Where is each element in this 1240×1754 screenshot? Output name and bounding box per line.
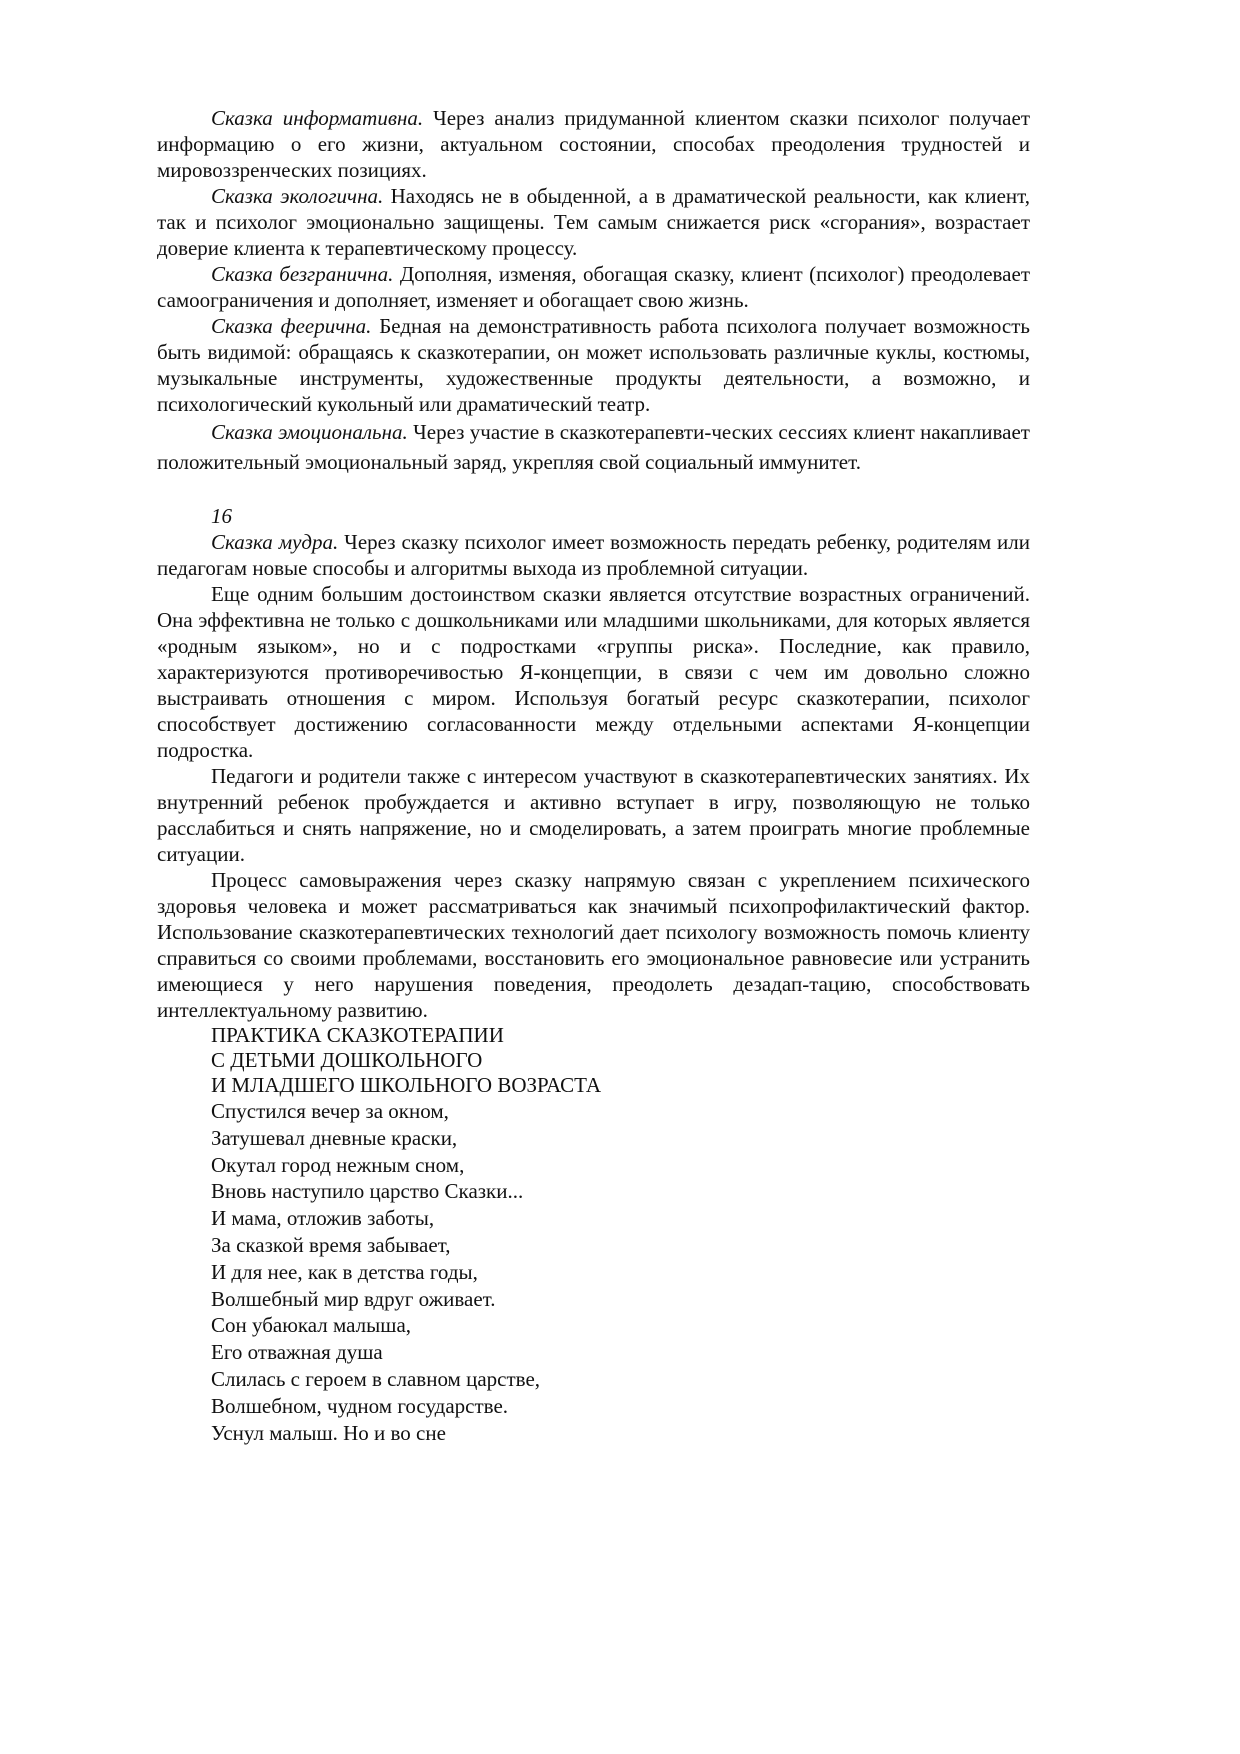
paragraph-informative bbox=[157, 105, 1030, 183]
paragraph-self-expression bbox=[157, 867, 1030, 1023]
poem-line: Волшебном, чудном государстве. bbox=[211, 1393, 509, 1418]
section-heading bbox=[211, 1023, 1030, 1098]
paragraph-lead: Сказка мудра. bbox=[211, 530, 339, 554]
paragraph-lead: Сказка феерична. bbox=[211, 314, 372, 338]
poem-line: Затушевал дневные краски, bbox=[211, 1125, 458, 1150]
poem-line: За сказкой время забывает, bbox=[211, 1232, 451, 1257]
poem-line: Слилась с героем в славном царстве, bbox=[211, 1366, 541, 1391]
paragraph-spectacular bbox=[157, 313, 1030, 417]
paragraph-lead: Сказка информативна. bbox=[211, 106, 424, 130]
poem-line: Спустился вечер за окном, bbox=[211, 1099, 449, 1123]
poem-line: Его отважная душа bbox=[211, 1340, 383, 1365]
poem-line: Волшебный мир вдруг оживает. bbox=[211, 1286, 496, 1311]
paragraph-lead: Сказка безгранична. bbox=[211, 262, 394, 286]
heading-line: ПРАКТИКА СКАЗКОТЕРАПИИ bbox=[211, 1023, 504, 1047]
document-page bbox=[157, 105, 1030, 1446]
paragraph-wise bbox=[157, 529, 1030, 581]
paragraph-text: Дополняя, изменяя, обогащая сказку, клиент (психолог) преодолевает самоограничения и дополняет, изменяет и обогащает свою жизнь. bbox=[157, 262, 1030, 312]
poem-line: И мама, отложив заботы, bbox=[211, 1206, 435, 1231]
paragraph-text: Находясь не в обыденной, а в драматической реальности, как клиент, так и психолог эмоционально защищены. Тем самым снижается риск «сгорания», возрастает доверие клиента к терапевтическому процессу. bbox=[157, 184, 1030, 260]
paragraph-emotional bbox=[157, 417, 1030, 477]
paragraph-teachers-parents bbox=[157, 763, 1030, 867]
page-number: 16 bbox=[211, 504, 232, 528]
heading-line: И МЛАДШЕГО ШКОЛЬНОГО ВОЗРАСТА bbox=[211, 1073, 602, 1097]
paragraph-lead: Сказка эмоциональна. bbox=[211, 420, 408, 444]
paragraph-text: Через сказку психолог имеет возможность передать ребенку, родителям или педагогам новые способы и алгоритмы выхода из проблемной ситуации. bbox=[157, 530, 1030, 580]
paragraph-age-limits bbox=[157, 581, 1030, 763]
paragraph-text: Процесс самовыражения через сказку напрямую связан с укреплением психического здоровья человека и может рассматриваться как значимый психопрофилактический фактор. Использование сказкотерапевтических технологий дает психологу возможность помочь клиенту справиться со своими проблемами, восстановить его эмоциональное равновесие или устранить имеющиеся у него нарушения поведения, преодолеть дезадап-тацию, способствовать интеллектуальному развитию. bbox=[157, 868, 1030, 1022]
paragraph-ecological bbox=[157, 183, 1030, 261]
poem-line: Уснул малыш. Но и во сне bbox=[211, 1420, 446, 1445]
poem-line: Окутал город нежным сном, bbox=[211, 1152, 465, 1177]
paragraph-text: Педагоги и родители также с интересом участвуют в сказкотерапевтических занятиях. Их внутренний ребенок пробуждается и активно вступает в игру, позволяющую не только расслабиться и снять напряжение, но и смоделировать, а затем проиграть многие проблемные ситуации. bbox=[157, 764, 1030, 866]
heading-line: С ДЕТЬМИ ДОШКОЛЬНОГО bbox=[211, 1048, 483, 1072]
paragraph-text: Еще одним большим достоинством сказки является отсутствие возрастных ограничений. Она эффективна не только с дошкольниками или младшими школьниками, для которых является «родным языком», но и с подростками «группы риска». Последние, как правило, характеризуются противоречивостью Я-концепции, в связи с чем им довольно сложно выстраивать отношения с миром. Используя богатый ресурс сказкотерапии, психолог способствует достижению согласованности между отдельными аспектами Я-концепции подростка. bbox=[157, 582, 1030, 762]
paragraph-text: Через анализ придуманной клиентом сказки психолог получает информацию о его жизни, актуальном состоянии, способах преодоления трудностей и мировоззренческих позициях. bbox=[157, 106, 1031, 182]
poem-line: Вновь наступило царство Сказки... bbox=[211, 1179, 524, 1204]
paragraph-lead: Сказка экологична. bbox=[211, 184, 384, 208]
poem-line: И для нее, как в детства годы, bbox=[211, 1259, 478, 1284]
paragraph-limitless bbox=[157, 261, 1030, 313]
poem-line: Сон убаюкал малыша, bbox=[211, 1313, 412, 1338]
paragraph-text: Бедная на демонстративность работа психолога получает возможность быть видимой: обращаясь к сказкотерапии, он может использовать различные куклы, костюмы, музыкальные инструменты, художественные продукты деятельности, а возможно, и психологический кукольный или драматический театр. bbox=[157, 314, 1030, 416]
paragraph-text: Через участие в сказкотерапевти-ческих сессиях клиент накапливает положительный эмоциональный заряд, укрепляя свой социальный иммунитет. bbox=[157, 420, 1030, 474]
poem bbox=[211, 1098, 1030, 1446]
